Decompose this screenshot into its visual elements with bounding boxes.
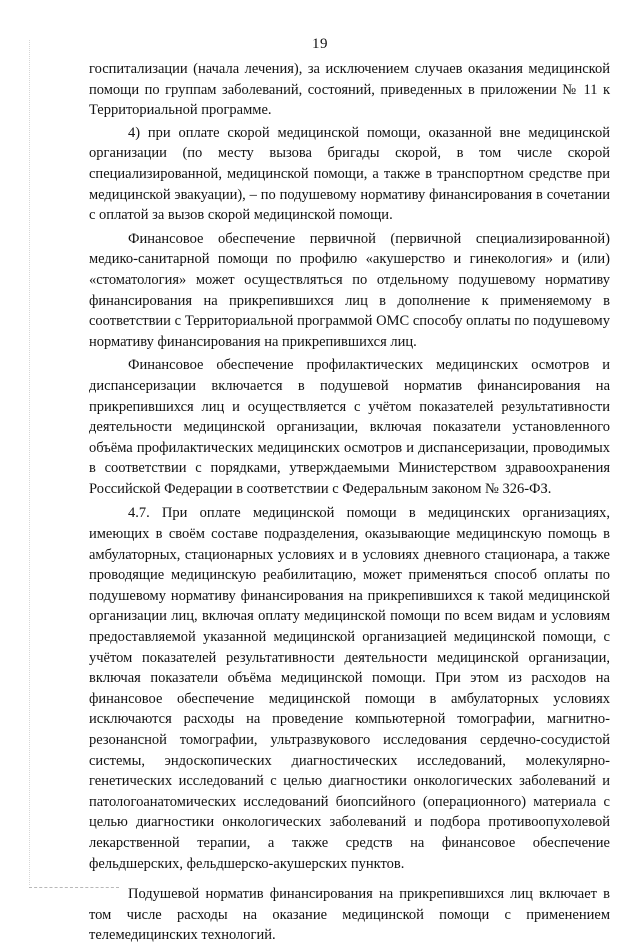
paragraph-preventive-exams-financing: Финансовое обеспечение профилактических медицинских осмотров и диспансеризации включается в подушевой норматив финансирования на прикрепившихся лиц и осуществляется с учётом показателей результативности деятельности медицинской организации, включая показатели установленного объёма профилактических медицинских осмотров и диспансеризации, проводимых в соответствии с порядками, утверждаемыми Министерством здравоохранения Российской Федерации в соответствии с Федеральным законом № 326-ФЗ.	[89, 357, 610, 497]
scan-margin-line	[29, 40, 30, 885]
paragraph-hospitalization-continuation: госпитализации (начала лечения), за исключением случаев оказания медицинской помощи по группам заболеваний, состояний, приведенных в приложении № 11 к Территориальной программе.	[89, 61, 610, 119]
page-number: 19	[312, 36, 328, 52]
paragraph-primary-care-financing: Финансовое обеспечение первичной (первичной специализированной) медико-санитарной помощи по профилю «акушерство и гинекология» и (или) «стоматология» может осуществляться по отдельному подушевому нормативу финансирования на прикрепившихся лиц в дополнение к применяемому в соответствии с Территориальной программой ОМС способу оплаты по подушевому нормативу финансирования на прикрепившихся лиц.	[89, 230, 610, 350]
paragraph-ambulance-payment: 4) при оплате скорой медицинской помощи, оказанной вне медицинской организации (по месту вызова бригады скорой, в том числе скорой специализированной, медицинской помощи, а также в транспортном средстве при медицинской эвакуации), – по подушевому нормативу финансирования в сочетании с оплатой за вызов скорой медицинской помощи.	[89, 124, 610, 224]
paragraph-section-4-7: 4.7. При оплате медицинской помощи в медицинских организациях, имеющих в своём составе подразделения, оказывающие медицинскую помощь в амбулаторных, стационарных условиях и в условиях дневного стационара, а также проводящие медицинскую реабилитацию, может применяться способ оплаты по подушевому нормативу финансирования на прикрепившихся к такой медицинской организации лиц, включая оплату медицинской помощи по всем видам и условиям предоставляемой указанной медицинской организацией медицинской помощи, с учётом показателей результативности деятельности медицинской организации, включая показатели объёма медицинской помощи. При этом из расходов на финансовое обеспечение медицинской помощи в амбулаторных условиях исключаются расходы на проведение компьютерной томографии, магнитно-резонансной томографии, ультразвукового исследования сердечно-сосудистой системы, эндоскопических диагностических исследований, молекулярно-генетических исследований с целью диагностики онкологических заболеваний и патологоанатомических исследований биопсийного (операционного) материала с целью диагностики онкологических заболеваний и подбора противоопухолевой лекарственной терапии, а также средств на финансовое обеспечение фельдшерских, фельдшерско-акушерских пунктов.	[89, 505, 610, 872]
document-body	[89, 59, 610, 946]
paragraph-telemedicine: Подушевой норматив финансирования на прикрепившихся лиц включает в том числе расходы на оказание медицинской помощи с применением телемедицинских технологий.	[89, 886, 610, 944]
